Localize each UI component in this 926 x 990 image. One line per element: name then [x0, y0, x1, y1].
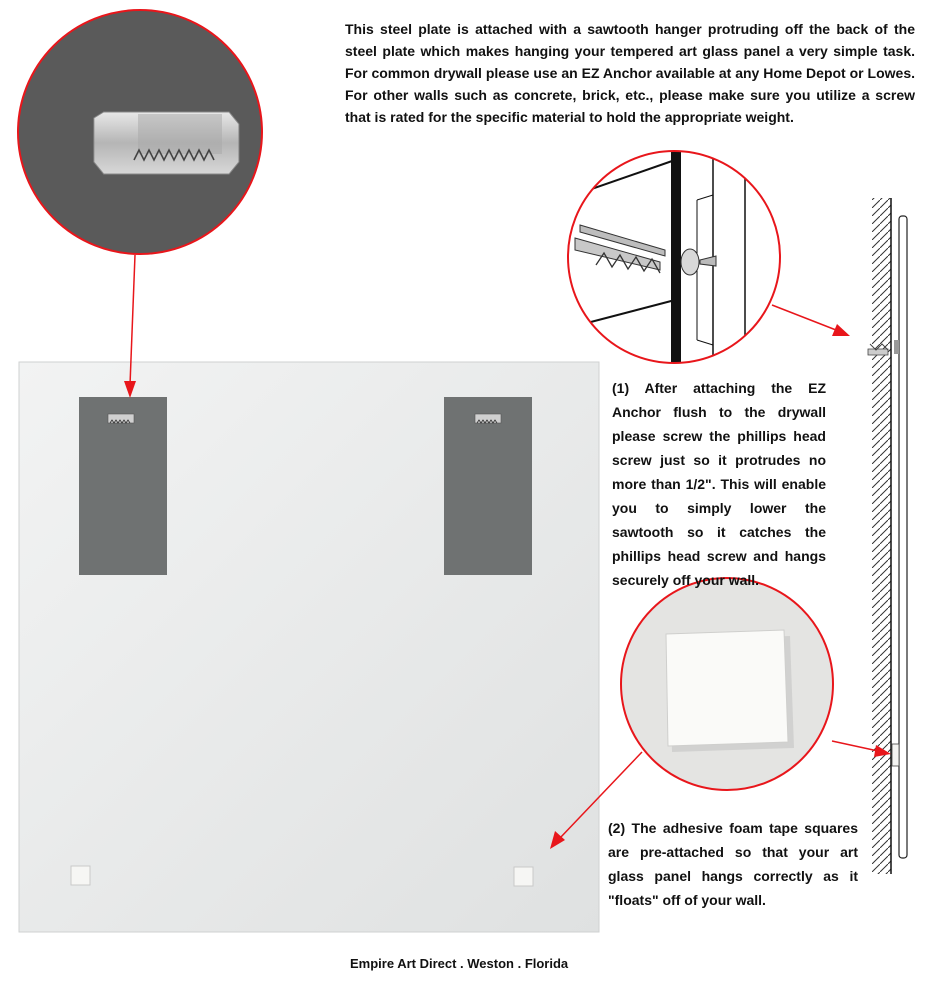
footer-company: Empire Art Direct . Weston . Florida	[350, 956, 569, 971]
arrow-anchor	[772, 305, 850, 336]
steel-plate-left	[79, 397, 167, 575]
sawtooth-hanger-closeup	[94, 112, 239, 174]
sawtooth-hanger-small-right	[475, 414, 501, 423]
wall-foam-square	[892, 744, 899, 766]
foam-square-right	[514, 867, 533, 886]
anchor-zoom-circle	[560, 140, 780, 380]
foam-zoom-circle	[620, 578, 834, 792]
intro-description: This steel plate is attached with a sawtooth hanger protruding off the back of the steel plate which makes hanging your tempered art glass panel a very simple task. For common drywall please use an EZ Anchor available at any Home Depot or Lowes. For other walls such as concrete, brick, etc., please make sure you utilize a screw that is rated for the specific material to hold the appropriate weight.	[345, 21, 915, 125]
step1-instructions: (1) After attaching the EZ Anchor flush to the drywall please screw the phillips head screw just so it protrudes no more than 1/2". This will enable you to simply lower the sawtooth so it catches the phillips head screw and hangs securely off your wall.	[612, 380, 826, 588]
step2-instructions: (2) The adhesive foam tape squares are pre-attached so that your art glass panel hangs correctly as it "floats" off of your wall.	[608, 820, 858, 908]
sawtooth-hanger-small-left	[108, 414, 134, 423]
wall-profile	[868, 198, 907, 874]
hanger-zoom-circle	[18, 10, 262, 254]
steel-plate-right	[444, 397, 532, 575]
foam-square-left	[71, 866, 90, 885]
foam-square-closeup	[666, 630, 788, 746]
